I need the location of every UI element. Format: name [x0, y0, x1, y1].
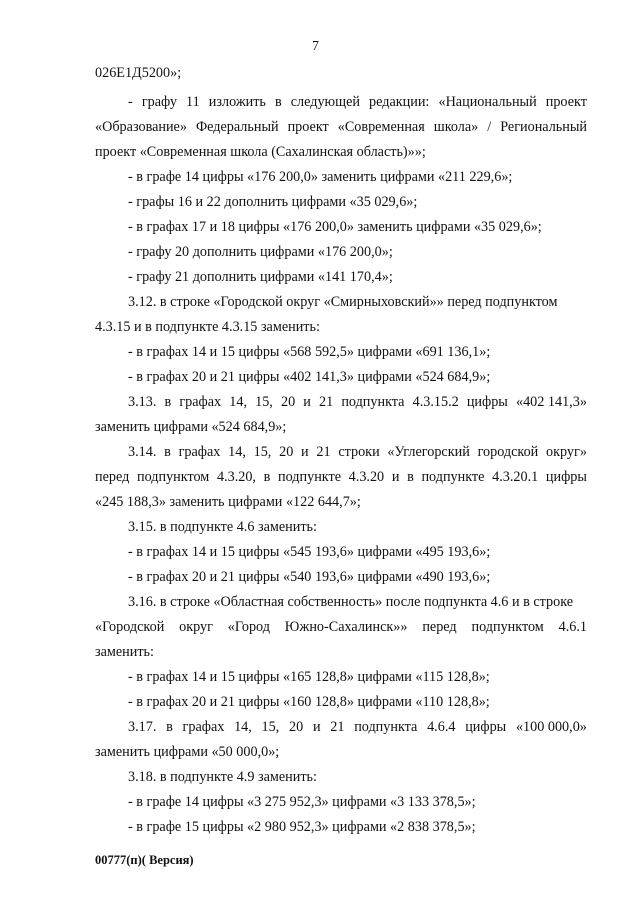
- word: 15,: [253, 444, 272, 460]
- word: 3.17.: [128, 719, 157, 735]
- text-line: [95, 467, 587, 487]
- document-footer: 00777(п)( Версия): [95, 853, 194, 867]
- word: редакции:: [369, 94, 430, 110]
- text-line: - в графах 20 и 21 цифры «160 128,8» цифрами «110 128,8»;: [128, 694, 490, 710]
- word: и: [312, 719, 321, 735]
- word: графу: [141, 94, 177, 110]
- word: в: [274, 94, 282, 110]
- text-line: - в графах 14 и 15 цифры «545 193,6» цифрами «495 193,6»;: [128, 544, 491, 560]
- word: городской: [477, 444, 539, 460]
- text-line: 3.15. в подпункте 4.6 заменить:: [128, 519, 317, 535]
- word: школа»: [433, 119, 479, 135]
- text-line: [128, 392, 587, 412]
- word: подпункте: [421, 469, 485, 485]
- word: округ»: [546, 444, 587, 460]
- word: округ: [179, 619, 213, 635]
- text-line: 3.18. в подпункте 4.9 заменить:: [128, 769, 317, 785]
- word: Федеральный: [195, 119, 279, 135]
- text-line: проект «Современная школа (Сахалинская область)»»;: [95, 144, 426, 160]
- word: 21: [316, 444, 331, 460]
- text-line: - в графах 20 и 21 цифры «540 193,6» цифрами «490 193,6»;: [128, 569, 491, 585]
- word: 4.3.20.1: [492, 469, 539, 485]
- word: 20: [279, 444, 294, 460]
- text-line: [95, 117, 587, 137]
- word: /: [487, 119, 492, 135]
- word: «Национальный: [438, 94, 537, 110]
- text-line: [95, 617, 587, 637]
- text-line: - в графе 14 цифры «3 275 952,3» цифрами «3 133 378,5»;: [128, 794, 476, 810]
- text-line: - в графах 14 и 15 цифры «568 592,5» цифрами «691 136,1»;: [128, 344, 491, 360]
- word: в: [166, 719, 173, 735]
- text-line: - в графах 14 и 15 цифры «165 128,8» цифрами «115 128,8»;: [128, 669, 490, 685]
- text-line: заменить:: [95, 644, 154, 660]
- word: 20: [289, 719, 304, 735]
- word: 4.3.20,: [216, 469, 256, 485]
- text-line: [128, 92, 587, 112]
- word: «402 141,3»: [515, 394, 587, 410]
- text-line: заменить цифрами «524 684,9»;: [95, 419, 287, 435]
- word: графах: [179, 394, 222, 410]
- text-line: - графу 21 дополнить цифрами «141 170,4»;: [128, 269, 393, 285]
- word: подпунктом: [136, 469, 210, 485]
- text-line: - в графе 15 цифры «2 980 952,3» цифрами «2 838 378,5»;: [128, 819, 476, 835]
- text-line: - в графе 14 цифры «176 200,0» заменить цифрами «211 229,6»;: [128, 169, 513, 185]
- page-number: 7: [312, 38, 319, 53]
- word: «100 000,0»: [515, 719, 587, 735]
- word: в: [407, 469, 414, 485]
- word: 15,: [261, 719, 280, 735]
- word: и: [391, 469, 400, 485]
- word: проект: [545, 94, 587, 110]
- text-line: - в графах 20 и 21 цифры «402 141,3» цифрами «524 684,9»;: [128, 369, 491, 385]
- word: подпункта: [354, 719, 418, 735]
- word: 21: [319, 394, 334, 410]
- text-line: 3.16. в строке «Областная собственность» после подпункта 4.6 и в строке: [128, 594, 574, 610]
- word: «Современная: [337, 119, 425, 135]
- word: 4.3.15.2: [412, 394, 459, 410]
- word: подпункте: [278, 469, 341, 485]
- word: 4.6.1: [558, 619, 587, 635]
- text-line: 026Е1Д5200»;: [95, 65, 182, 81]
- text-line: - в графах 17 и 18 цифры «176 200,0» заменить цифрами «35 029,6»;: [128, 219, 542, 235]
- text-line: - графу 20 дополнить цифрами «176 200,0»;: [128, 244, 393, 260]
- word: перед: [95, 469, 130, 485]
- word: 3.14.: [128, 444, 157, 460]
- word: 14,: [228, 444, 246, 460]
- word: подпункта: [341, 394, 405, 410]
- word: изложить: [208, 94, 266, 110]
- word: 14,: [234, 719, 252, 735]
- word: в: [263, 469, 271, 485]
- word: цифры: [466, 394, 508, 410]
- word: строки: [338, 444, 380, 460]
- word: Южно-Сахалинск»»: [284, 619, 408, 635]
- word: и: [303, 394, 311, 410]
- word: 15,: [255, 394, 273, 410]
- word: «Город: [227, 619, 270, 635]
- text-line: 4.3.15 и в подпункте 4.3.15 заменить:: [95, 319, 320, 335]
- word: проект: [287, 119, 329, 135]
- word: 3.13.: [128, 394, 157, 410]
- word: и: [301, 444, 309, 460]
- word: следующей: [290, 94, 360, 110]
- word: в: [164, 394, 172, 410]
- word: цифры: [465, 719, 507, 735]
- word: перед: [422, 619, 457, 635]
- word: Региональный: [500, 119, 587, 135]
- word: «Образование»: [95, 119, 187, 135]
- word: 14,: [229, 394, 247, 410]
- word: 4.3.20: [348, 469, 385, 485]
- word: графах: [178, 444, 221, 460]
- word: цифры: [545, 469, 587, 485]
- word: 4.6.4: [427, 719, 456, 735]
- word: подпунктом: [471, 619, 544, 635]
- word: 21: [330, 719, 345, 735]
- word: «Углегорский: [387, 444, 470, 460]
- word: 20: [280, 394, 296, 410]
- word: 11: [186, 94, 200, 110]
- word: -: [128, 94, 133, 110]
- text-line: - графы 16 и 22 дополнить цифрами «35 029,6»;: [128, 194, 418, 210]
- text-line: «245 188,3» заменить цифрами «122 644,7»;: [95, 494, 361, 510]
- word: графах: [182, 719, 225, 735]
- text-line: заменить цифрами «50 000,0»;: [95, 744, 280, 760]
- text-line: [128, 442, 587, 462]
- text-line: [128, 717, 587, 737]
- word: в: [164, 444, 171, 460]
- word: «Городской: [95, 619, 165, 635]
- text-line: 3.12. в строке «Городской округ «Смирныховский»» перед подпунктом: [128, 294, 558, 310]
